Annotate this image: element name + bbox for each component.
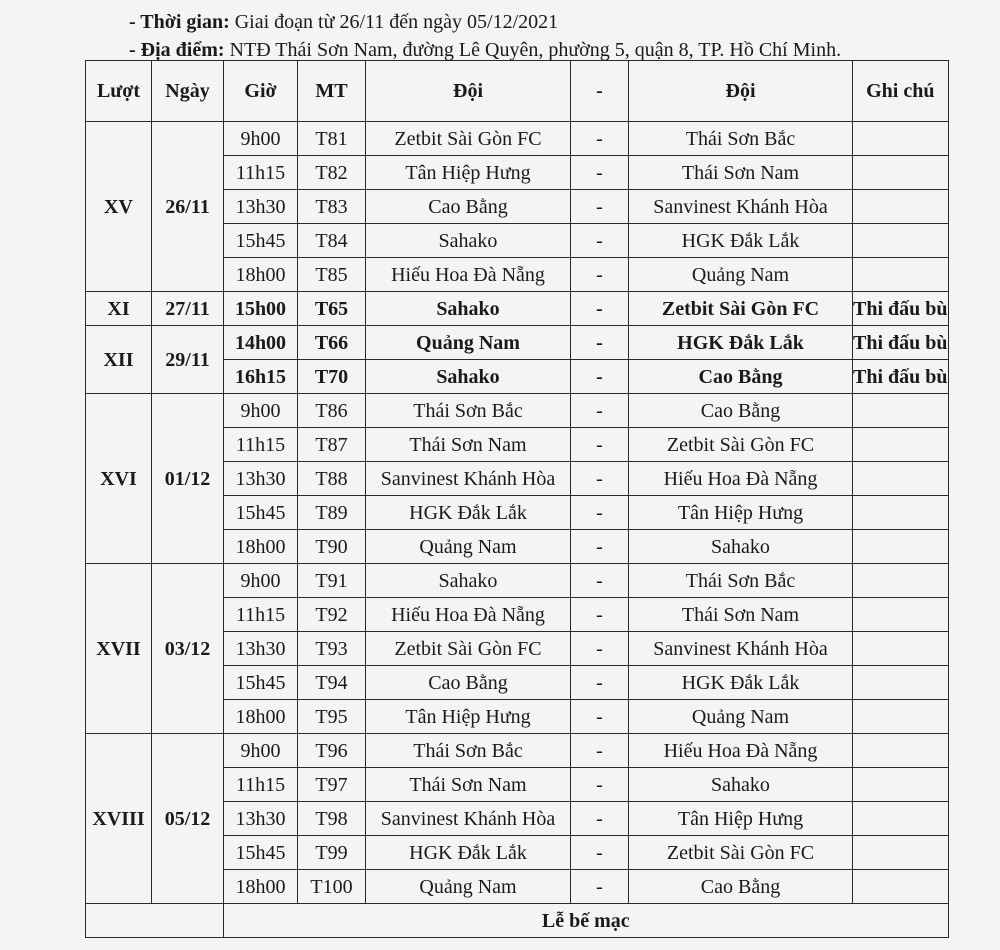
time-cell: 16h15 [224, 360, 298, 394]
col-away-team-header: Đội [629, 61, 853, 122]
separator-cell: - [571, 292, 629, 326]
separator-cell: - [571, 190, 629, 224]
away-team-cell: Thái Sơn Bắc [629, 122, 853, 156]
separator-cell: - [571, 326, 629, 360]
separator-cell: - [571, 564, 629, 598]
home-team-cell: HGK Đắk Lắk [366, 836, 571, 870]
time-cell: 15h45 [224, 666, 298, 700]
separator-cell: - [571, 462, 629, 496]
time-cell: 18h00 [224, 530, 298, 564]
time-cell: 13h30 [224, 462, 298, 496]
round-cell: XV [86, 122, 152, 292]
match-code-cell: T70 [298, 360, 366, 394]
round-cell: XVI [86, 394, 152, 564]
time-cell: 15h00 [224, 292, 298, 326]
home-team-cell: Sanvinest Khánh Hòa [366, 462, 571, 496]
round-cell: XI [86, 292, 152, 326]
time-value: Giai đoạn từ 26/11 đến ngày 05/12/2021 [234, 11, 559, 33]
home-team-cell: Thái Sơn Bắc [366, 394, 571, 428]
away-team-cell: Thái Sơn Nam [629, 598, 853, 632]
match-code-cell: T95 [298, 700, 366, 734]
closing-empty-cell [86, 904, 224, 938]
date-cell: 26/11 [152, 122, 224, 292]
time-cell: 15h45 [224, 836, 298, 870]
note-cell [853, 802, 949, 836]
col-date-header: Ngày [152, 61, 224, 122]
home-team-cell: Hiếu Hoa Đà Nẵng [366, 598, 571, 632]
separator-cell: - [571, 632, 629, 666]
time-cell: 11h15 [224, 598, 298, 632]
note-cell [853, 428, 949, 462]
away-team-cell: Cao Bằng [629, 360, 853, 394]
table-row [86, 326, 949, 360]
match-code-cell: T99 [298, 836, 366, 870]
col-time-header: Giờ [224, 61, 298, 122]
away-team-cell: HGK Đắk Lắk [629, 326, 853, 360]
match-code-cell: T85 [298, 258, 366, 292]
match-code-cell: T92 [298, 598, 366, 632]
home-team-cell: HGK Đắk Lắk [366, 496, 571, 530]
match-code-cell: T81 [298, 122, 366, 156]
home-team-cell: Hiếu Hoa Đà Nẵng [366, 258, 571, 292]
table-row [86, 122, 949, 156]
time-label: - Thời gian: [129, 11, 230, 33]
note-cell [853, 530, 949, 564]
home-team-cell: Thái Sơn Bắc [366, 734, 571, 768]
table-row [86, 394, 949, 428]
col-round-header: Lượt [86, 61, 152, 122]
home-team-cell: Tân Hiệp Hưng [366, 700, 571, 734]
note-cell [853, 666, 949, 700]
note-cell [853, 258, 949, 292]
note-cell [853, 836, 949, 870]
time-cell: 13h30 [224, 190, 298, 224]
away-team-cell: Sahako [629, 530, 853, 564]
match-code-cell: T82 [298, 156, 366, 190]
time-cell: 9h00 [224, 564, 298, 598]
round-cell: XVIII [86, 734, 152, 904]
home-team-cell: Zetbit Sài Gòn FC [366, 122, 571, 156]
separator-cell: - [571, 870, 629, 904]
home-team-cell: Quảng Nam [366, 870, 571, 904]
separator-cell: - [571, 258, 629, 292]
time-cell: 15h45 [224, 224, 298, 258]
away-team-cell: Zetbit Sài Gòn FC [629, 292, 853, 326]
match-code-cell: T100 [298, 870, 366, 904]
separator-cell: - [571, 360, 629, 394]
date-cell: 27/11 [152, 292, 224, 326]
time-cell: 11h15 [224, 156, 298, 190]
time-cell: 11h15 [224, 768, 298, 802]
closing-row [86, 904, 949, 938]
time-cell: 18h00 [224, 258, 298, 292]
note-cell [853, 122, 949, 156]
separator-cell: - [571, 768, 629, 802]
match-code-cell: T98 [298, 802, 366, 836]
date-cell: 29/11 [152, 326, 224, 394]
away-team-cell: Sahako [629, 768, 853, 802]
away-team-cell: Thái Sơn Nam [629, 156, 853, 190]
home-team-cell: Quảng Nam [366, 326, 571, 360]
col-separator-header: - [571, 61, 629, 122]
home-team-cell: Thái Sơn Nam [366, 428, 571, 462]
note-cell [853, 870, 949, 904]
away-team-cell: Sanvinest Khánh Hòa [629, 632, 853, 666]
separator-cell: - [571, 734, 629, 768]
time-line [129, 10, 558, 34]
away-team-cell: Cao Bằng [629, 394, 853, 428]
separator-cell: - [571, 122, 629, 156]
table-header-row [86, 61, 949, 122]
note-cell [853, 768, 949, 802]
away-team-cell: Zetbit Sài Gòn FC [629, 428, 853, 462]
date-cell: 03/12 [152, 564, 224, 734]
home-team-cell: Tân Hiệp Hưng [366, 156, 571, 190]
date-cell: 01/12 [152, 394, 224, 564]
separator-cell: - [571, 700, 629, 734]
note-cell: Thi đấu bù [853, 326, 949, 360]
away-team-cell: Sanvinest Khánh Hòa [629, 190, 853, 224]
venue-label: - Địa điểm: [129, 39, 225, 61]
time-cell: 9h00 [224, 734, 298, 768]
match-code-cell: T91 [298, 564, 366, 598]
time-cell: 13h30 [224, 802, 298, 836]
away-team-cell: Thái Sơn Bắc [629, 564, 853, 598]
venue-value: NTĐ Thái Sơn Nam, đường Lê Quyên, phường 5, quận 8, TP. Hồ Chí Minh. [229, 39, 842, 61]
note-cell [853, 156, 949, 190]
col-note-header: Ghi chú [853, 61, 949, 122]
match-code-cell: T89 [298, 496, 366, 530]
away-team-cell: Tân Hiệp Hưng [629, 802, 853, 836]
match-code-cell: T88 [298, 462, 366, 496]
table-row [86, 292, 949, 326]
note-cell [853, 700, 949, 734]
separator-cell: - [571, 428, 629, 462]
separator-cell: - [571, 224, 629, 258]
note-cell [853, 564, 949, 598]
venue-line [129, 38, 841, 62]
away-team-cell: Hiếu Hoa Đà Nẵng [629, 734, 853, 768]
time-cell: 9h00 [224, 122, 298, 156]
match-code-cell: T97 [298, 768, 366, 802]
home-team-cell: Sahako [366, 224, 571, 258]
home-team-cell: Sanvinest Khánh Hòa [366, 802, 571, 836]
separator-cell: - [571, 836, 629, 870]
away-team-cell: Quảng Nam [629, 700, 853, 734]
away-team-cell: Cao Bằng [629, 870, 853, 904]
table-body [86, 122, 949, 938]
match-code-cell: T90 [298, 530, 366, 564]
separator-cell: - [571, 496, 629, 530]
time-cell: 14h00 [224, 326, 298, 360]
note-cell: Thi đấu bù [853, 292, 949, 326]
match-code-cell: T83 [298, 190, 366, 224]
separator-cell: - [571, 802, 629, 836]
match-code-cell: T96 [298, 734, 366, 768]
match-code-cell: T86 [298, 394, 366, 428]
home-team-cell: Thái Sơn Nam [366, 768, 571, 802]
home-team-cell: Sahako [366, 360, 571, 394]
note-cell: Thi đấu bù [853, 360, 949, 394]
round-cell: XVII [86, 564, 152, 734]
separator-cell: - [571, 156, 629, 190]
home-team-cell: Cao Bằng [366, 666, 571, 700]
note-cell [853, 496, 949, 530]
match-code-cell: T93 [298, 632, 366, 666]
away-team-cell: Zetbit Sài Gòn FC [629, 836, 853, 870]
col-home-team-header: Đội [366, 61, 571, 122]
home-team-cell: Zetbit Sài Gòn FC [366, 632, 571, 666]
note-cell [853, 190, 949, 224]
table-row [86, 564, 949, 598]
home-team-cell: Quảng Nam [366, 530, 571, 564]
separator-cell: - [571, 666, 629, 700]
home-team-cell: Cao Bằng [366, 190, 571, 224]
table-row [86, 734, 949, 768]
time-cell: 18h00 [224, 870, 298, 904]
page-bottom-strip [0, 940, 1000, 950]
away-team-cell: Quảng Nam [629, 258, 853, 292]
note-cell [853, 598, 949, 632]
away-team-cell: Hiếu Hoa Đà Nẵng [629, 462, 853, 496]
date-cell: 05/12 [152, 734, 224, 904]
away-team-cell: HGK Đắk Lắk [629, 666, 853, 700]
time-cell: 15h45 [224, 496, 298, 530]
note-cell [853, 632, 949, 666]
match-code-cell: T84 [298, 224, 366, 258]
round-cell: XII [86, 326, 152, 394]
note-cell [853, 462, 949, 496]
match-code-cell: T65 [298, 292, 366, 326]
note-cell [853, 734, 949, 768]
schedule-table [85, 60, 949, 938]
separator-cell: - [571, 530, 629, 564]
col-match-code-header: MT [298, 61, 366, 122]
match-code-cell: T94 [298, 666, 366, 700]
time-cell: 13h30 [224, 632, 298, 666]
closing-ceremony-cell: Lễ bế mạc [224, 904, 949, 938]
separator-cell: - [571, 394, 629, 428]
match-code-cell: T66 [298, 326, 366, 360]
away-team-cell: HGK Đắk Lắk [629, 224, 853, 258]
separator-cell: - [571, 598, 629, 632]
note-cell [853, 394, 949, 428]
home-team-cell: Sahako [366, 292, 571, 326]
home-team-cell: Sahako [366, 564, 571, 598]
note-cell [853, 224, 949, 258]
match-code-cell: T87 [298, 428, 366, 462]
time-cell: 9h00 [224, 394, 298, 428]
time-cell: 11h15 [224, 428, 298, 462]
time-cell: 18h00 [224, 700, 298, 734]
away-team-cell: Tân Hiệp Hưng [629, 496, 853, 530]
